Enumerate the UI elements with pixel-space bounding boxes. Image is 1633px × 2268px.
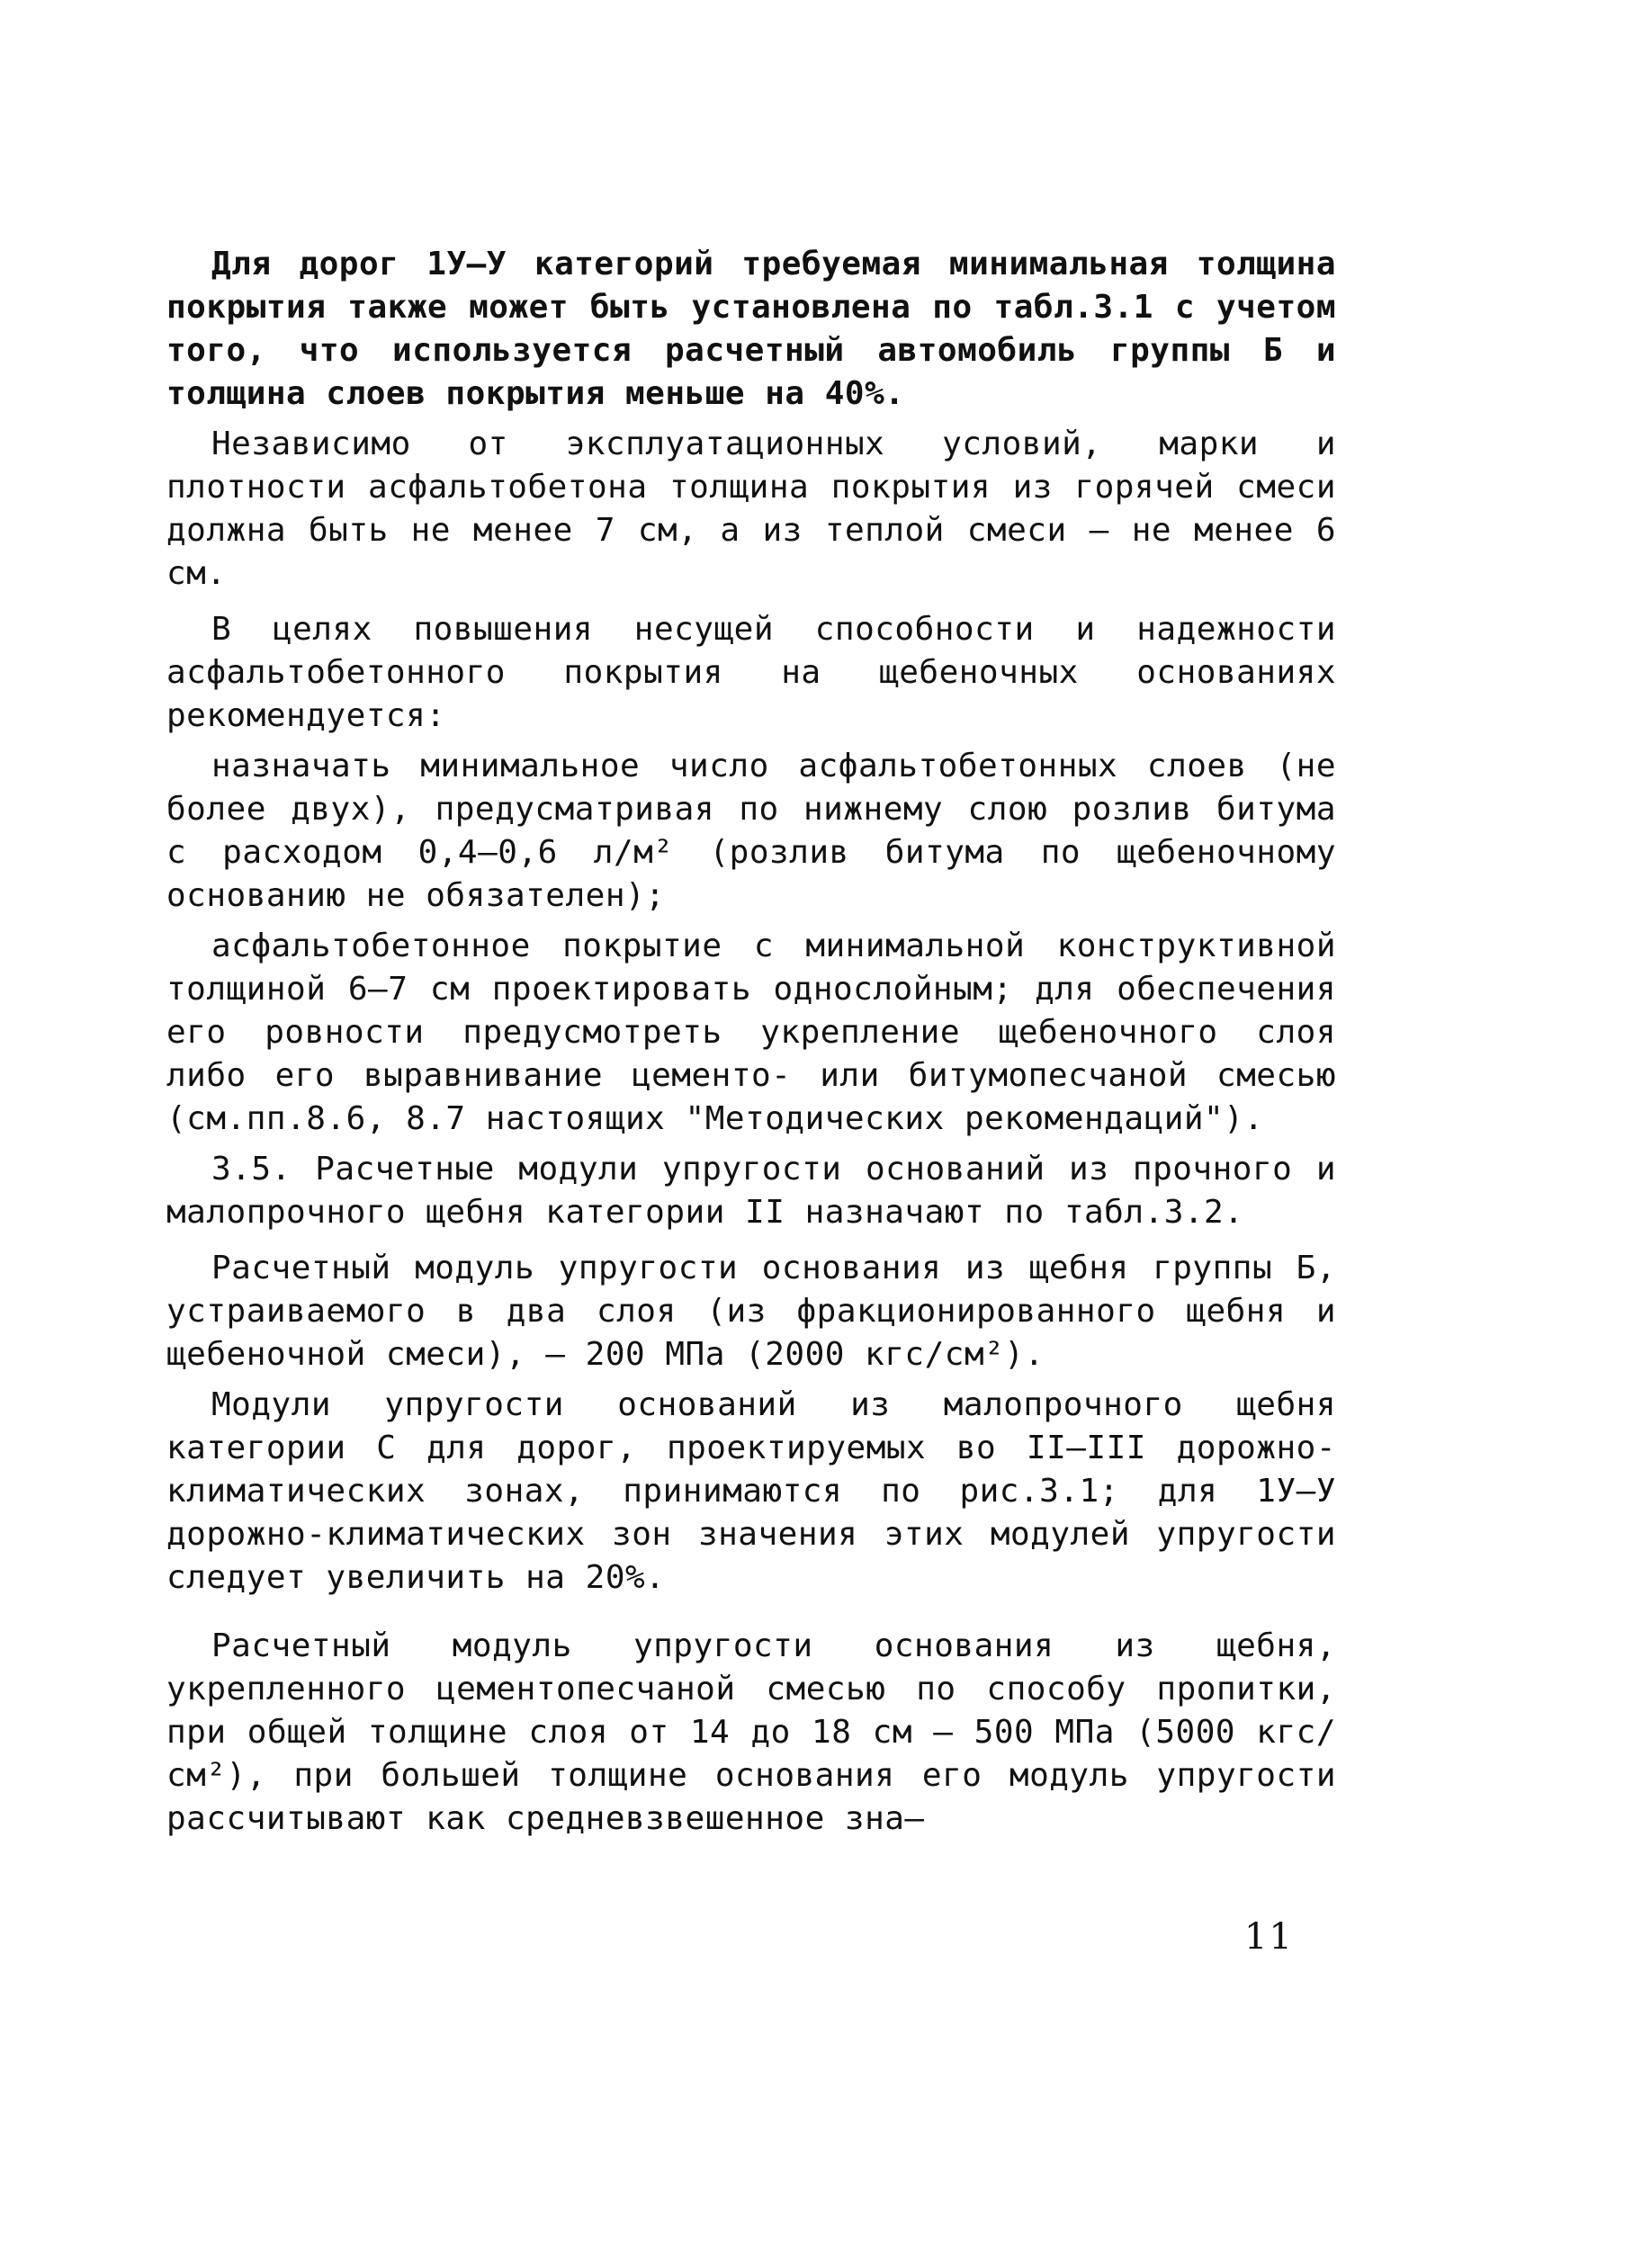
body-text [166, 243, 1336, 1841]
paragraph-road-categories: Для дорог 1У–У категорий требуемая минимальная толщина покрытия также может быть установлена по табл.3.1 с учетом того, что используется расчетный автомобиль группы Б и толщина слоев покрытия меньше на 40%. [166, 246, 1336, 412]
paragraph-cement-sand-impregnation: Расчетный модуль упругости основания из щебня, укрепленного цементопесчаной смесью по способу пропитки, при общей толщине слоя от 14 до 18 см – 500 МПа (5000 кгс/см²), при большей толщине основания его модуль упругости рассчитывают как средневзвешенное зна– [166, 1627, 1336, 1837]
paragraph-crushed-stone-group-b: Расчетный модуль упругости основания из щебня группы Б, устраиваемого в два слоя (из фракционированного щебня и щебеночной смеси), – 200 МПа (2000 кгс/см²). [166, 1250, 1336, 1373]
paragraph-coating-thickness: Независимо от эксплуатационных условий, марки и плотности асфальтобетона толщина покрытия из горячей смеси должна быть не менее 7 см, а из теплой смеси – не менее 6 см. [166, 426, 1336, 592]
list-item-single-layer: асфальтобетонное покрытие с минимальной конструктивной толщиной 6–7 см проектировать однослойным; для обеспечения его ровности предусмотреть укрепление щебеночного слоя либо его выравнивание цементо- или битумопесчаной смесью (см.пп.8.6, 8.7 настоящих "Методических рекомендаций"). [166, 928, 1336, 1137]
paragraph-low-strength-stone: Модули упругости оснований из малопрочного щебня категории С для дорог, проектируемых во II–III дорожно-климатических зонах, принимаются по рис.3.1; для 1У–У дорожно-климатических зон значения этих модулей упругости следует увеличить на 20%. [166, 1386, 1336, 1596]
page-number: 11 [1244, 1916, 1294, 1958]
list-item-min-layers: назначать минимальное число асфальтобетонных слоев (не более двух), предусматривая по нижнему слою розлив битума с расходом 0,4–0,6 л/м² (розлив битума по щебеночному основанию не обязателен); [166, 748, 1336, 914]
paragraph-section-3-5: 3.5. Расчетные модули упругости оснований из прочного и малопрочного щебня категории II назначают по табл.3.2. [166, 1151, 1336, 1231]
paragraph-recommendations-intro: В целях повышения несущей способности и надежности асфальтобетонного покрытия на щебеночных основаниях рекомендуется: [166, 611, 1336, 734]
